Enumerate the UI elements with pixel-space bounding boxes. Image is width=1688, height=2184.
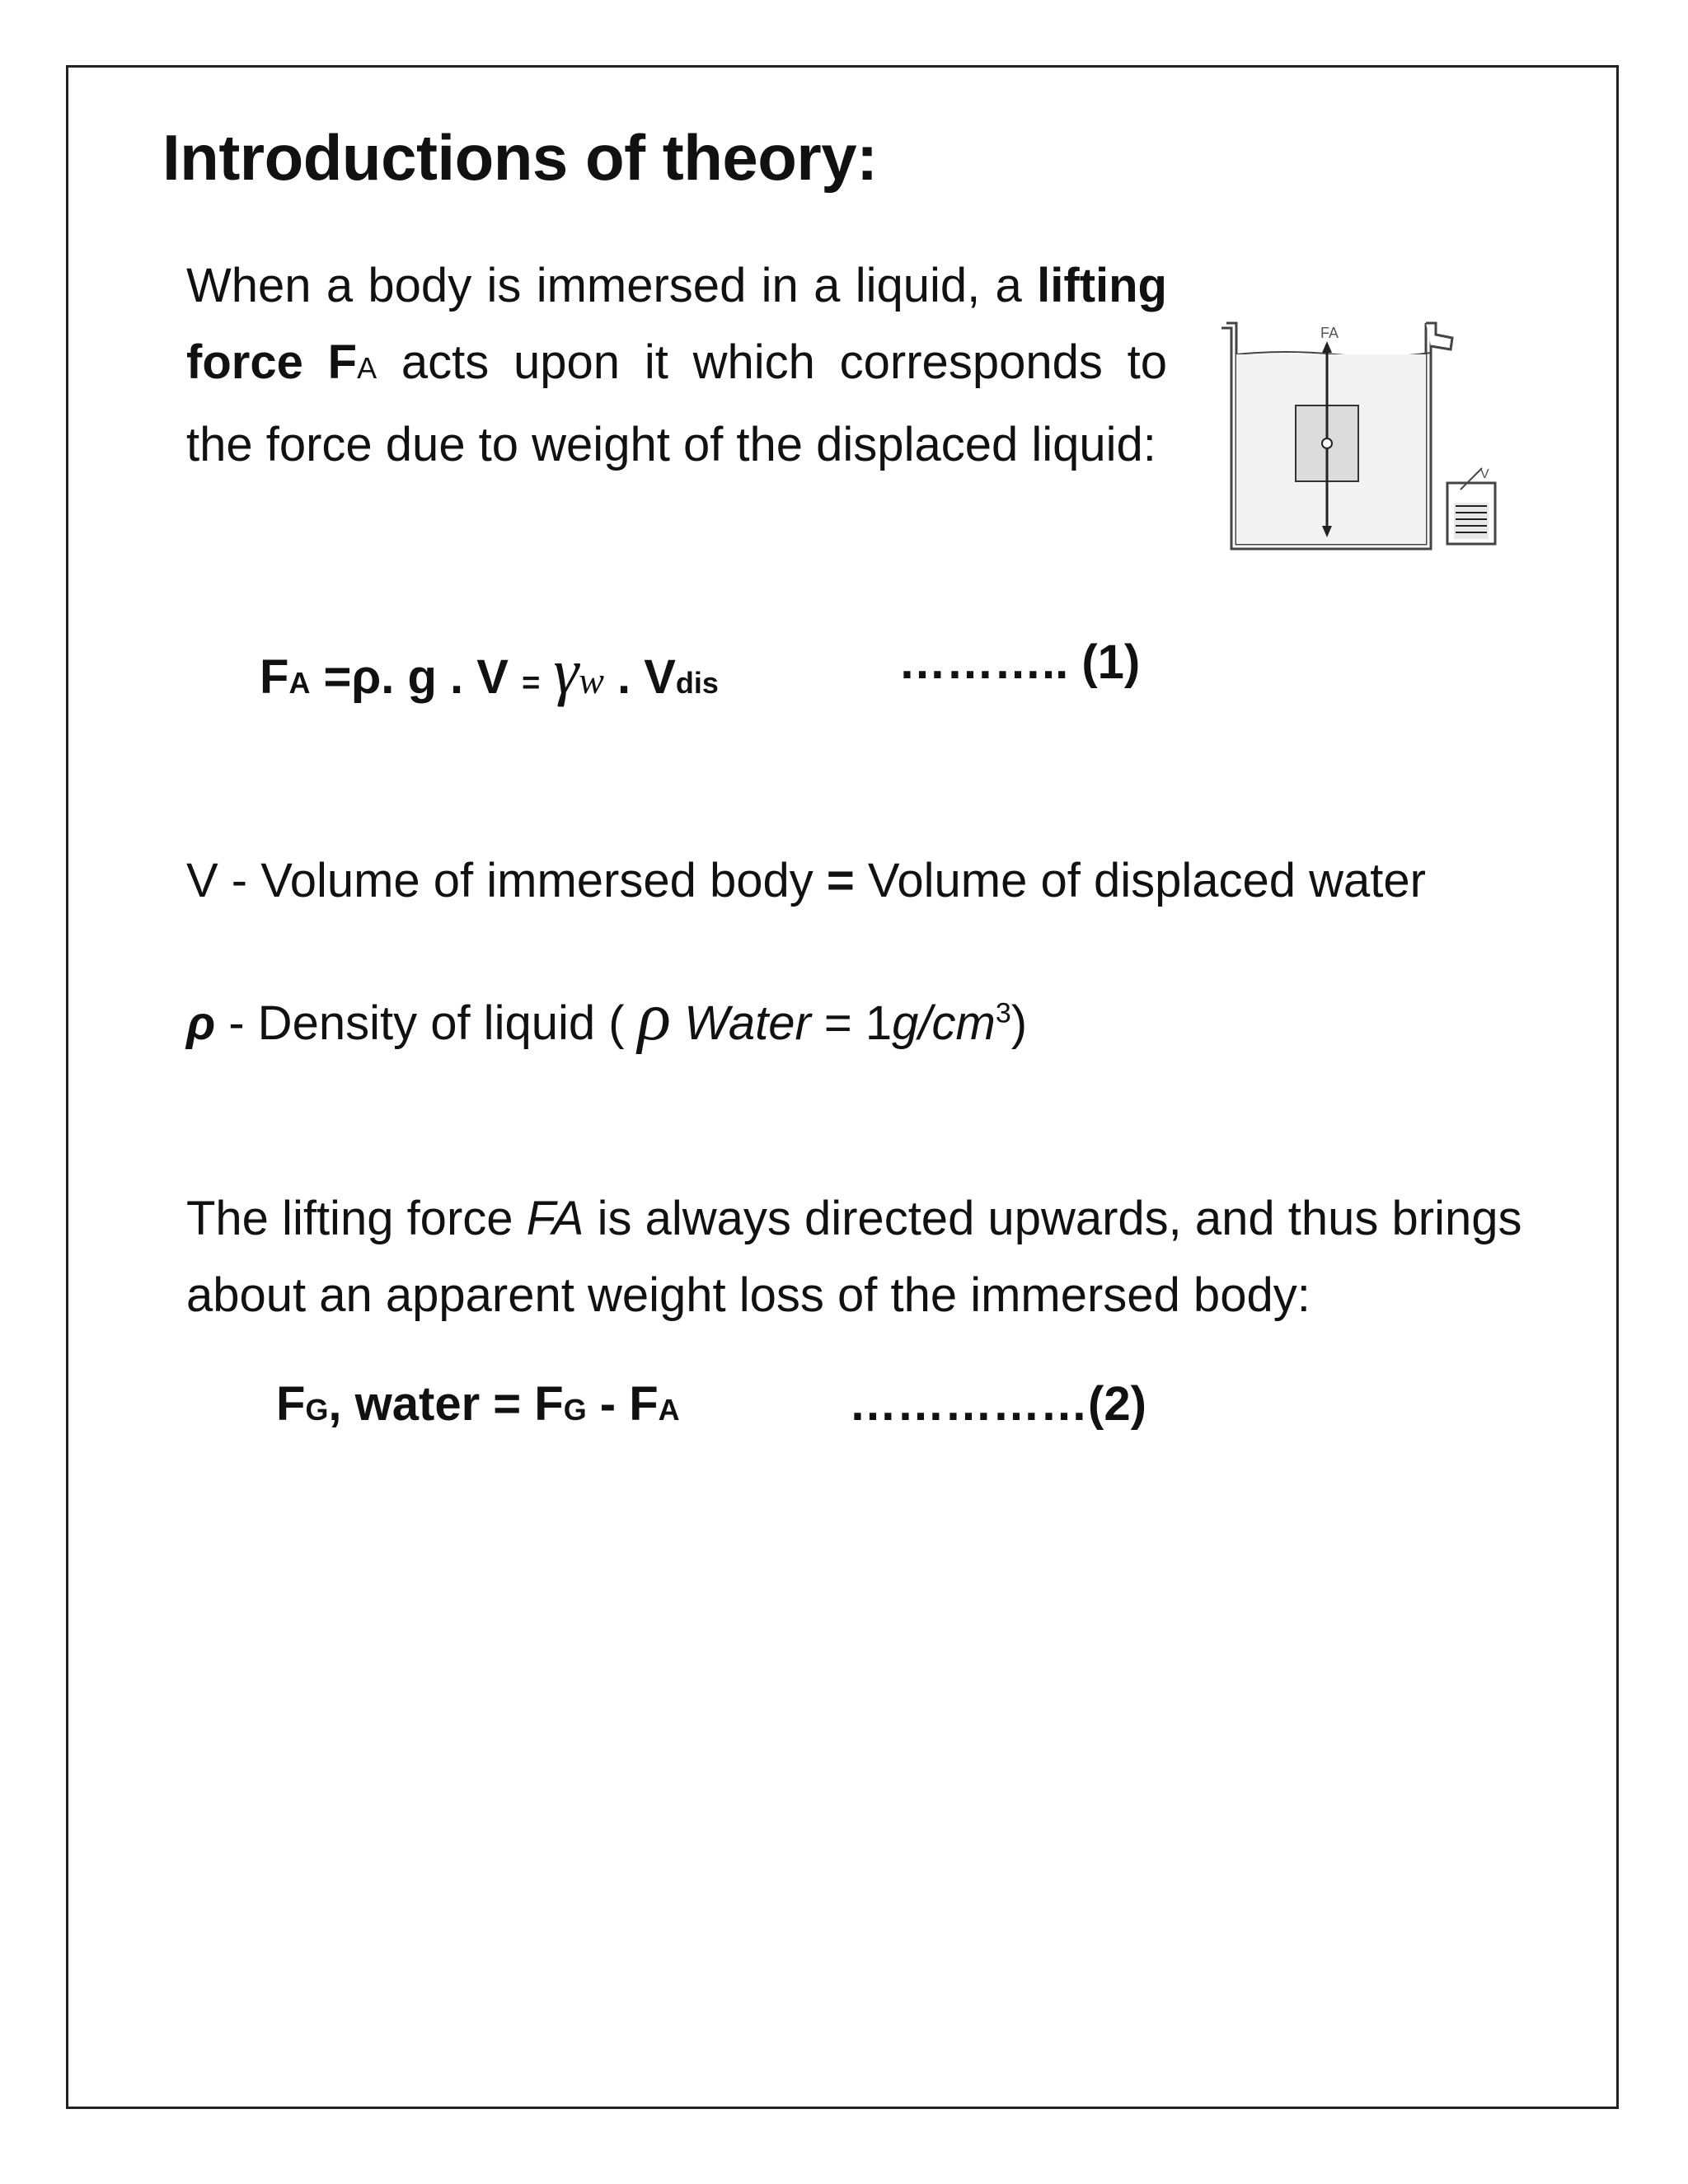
weight-loss-paragraph: The lifting force FA is always directed upwards, and thus brings about an apparent weight loss of the immersed body:	[186, 1192, 1522, 1322]
equation-1-number: ……….. (1)	[898, 635, 1141, 689]
force-label: FA	[1320, 325, 1339, 341]
force-symbol: FA	[327, 335, 377, 389]
intro-text-2: acts upon it which corresponds to the force due to weight of the displaced liquid:	[186, 335, 1167, 471]
equation-2: FG, water = FG - FA	[276, 1377, 680, 1431]
definition-volume: V - Volume of immersed body = Volume of displaced water	[186, 854, 1426, 907]
equation-1: FA =ρ. g . V = γw . Vdis	[260, 635, 719, 707]
page-title: Introductions of theory:	[162, 121, 878, 194]
intro-text-1: When a body is immersed in a liquid, a	[186, 259, 1022, 312]
intro-paragraph	[186, 247, 1167, 483]
lifting-force-term: lifting force	[186, 259, 1167, 389]
equation-2-number: ……………(2)	[849, 1377, 1146, 1431]
force-arrow-up	[1322, 341, 1332, 353]
definition-density: ρ - Density of liquid ( ρ Water = $1g/cm^3$)	[186, 978, 1028, 1055]
volume-label: V	[1480, 467, 1489, 481]
immersion-diagram	[1220, 313, 1517, 560]
